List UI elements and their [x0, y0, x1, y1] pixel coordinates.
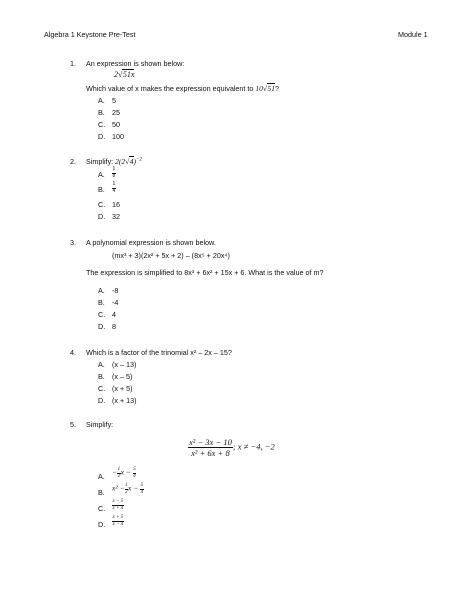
option-letter: C. — [98, 384, 106, 393]
option-value: 50 — [112, 120, 120, 129]
option-letter: C. — [98, 504, 106, 513]
option-value: (x + 13) — [112, 396, 137, 405]
option-letter: A. — [98, 360, 105, 369]
option-letter: D. — [98, 212, 106, 221]
option-fraction: $\frac{1}{4}$ — [112, 181, 116, 194]
question-text: The expression is simplified to 8x³ + 6x² + 15x + 6. What is the value of m? — [86, 268, 324, 277]
option-fraction: $\frac{x + 5}{x - 4}$ — [112, 515, 124, 527]
option-letter: A. — [98, 286, 105, 295]
option-value: 32 — [112, 212, 120, 221]
option-letter: B. — [98, 488, 105, 497]
option-letter: C. — [98, 120, 106, 129]
option-value: 25 — [112, 108, 120, 117]
option-value: -8 — [112, 286, 119, 295]
option-letter: D. — [98, 520, 106, 529]
option-value: (x – 13) — [112, 360, 137, 369]
question-number: 2. — [70, 157, 76, 166]
option-letter: A. — [98, 472, 105, 481]
option-letter: B. — [98, 185, 105, 194]
page-header-module: Module 1 — [398, 30, 428, 39]
option-letter: B. — [98, 298, 105, 307]
option-letter: D. — [98, 396, 106, 405]
question-prompt: Which is a factor of the trinomial x² – 2x – 15? — [86, 348, 232, 357]
option-value: -4 — [112, 298, 119, 307]
option-expression: x² − $\frac{1}{2}$ x − $\frac{5}{4}$ — [112, 483, 144, 495]
option-fraction: $\frac{1}{8}$ — [112, 166, 116, 179]
option-expression: − $\frac{1}{2}$ x − $\frac{5}{4}$ — [112, 467, 136, 479]
question-prompt: Simplify: $2(2√4)^{-2}$ — [86, 157, 142, 166]
option-fraction: $\frac{x - 5}{x + 4}$ — [112, 499, 124, 511]
option-letter: A. — [98, 170, 105, 179]
question-prompt: A polynomial expression is shown below. — [86, 238, 216, 247]
option-letter: C. — [98, 200, 106, 209]
question-number: 4. — [70, 348, 76, 357]
option-value: (x + 5) — [112, 384, 133, 393]
option-letter: D. — [98, 322, 106, 331]
main-expression: $\frac{\text{x² − 3x − 10}}{\text{x² + 6x + 8}}$ ; x ≠ −4, −2 — [189, 437, 275, 458]
expression: 2√51x — [114, 70, 135, 79]
option-letter: C. — [98, 310, 106, 319]
option-value: 16 — [112, 200, 120, 209]
question-text: Which value of x makes the expression equivalent to 10√51? — [86, 84, 280, 93]
option-letter: B. — [98, 372, 105, 381]
option-letter: B. — [98, 108, 105, 117]
option-letter: D. — [98, 132, 106, 141]
option-letter: A. — [98, 96, 105, 105]
option-value: 4 — [112, 310, 116, 319]
option-value: 5 — [112, 96, 116, 105]
option-value: (x – 5) — [112, 372, 133, 381]
question-number: 1. — [70, 59, 76, 68]
option-value: 8 — [112, 322, 116, 331]
expression: (mx³ + 3)(2x² + 5x + 2) – (8x⁵ + 20x⁴) — [112, 251, 230, 260]
question-prompt: An expression is shown below: — [86, 59, 185, 68]
question-number: 3. — [70, 238, 76, 247]
question-number: 5. — [70, 420, 76, 429]
page-header-title: Algebra 1 Keystone Pre-Test — [44, 30, 136, 39]
question-prompt: Simplify: — [86, 420, 114, 429]
option-value: 100 — [112, 132, 124, 141]
